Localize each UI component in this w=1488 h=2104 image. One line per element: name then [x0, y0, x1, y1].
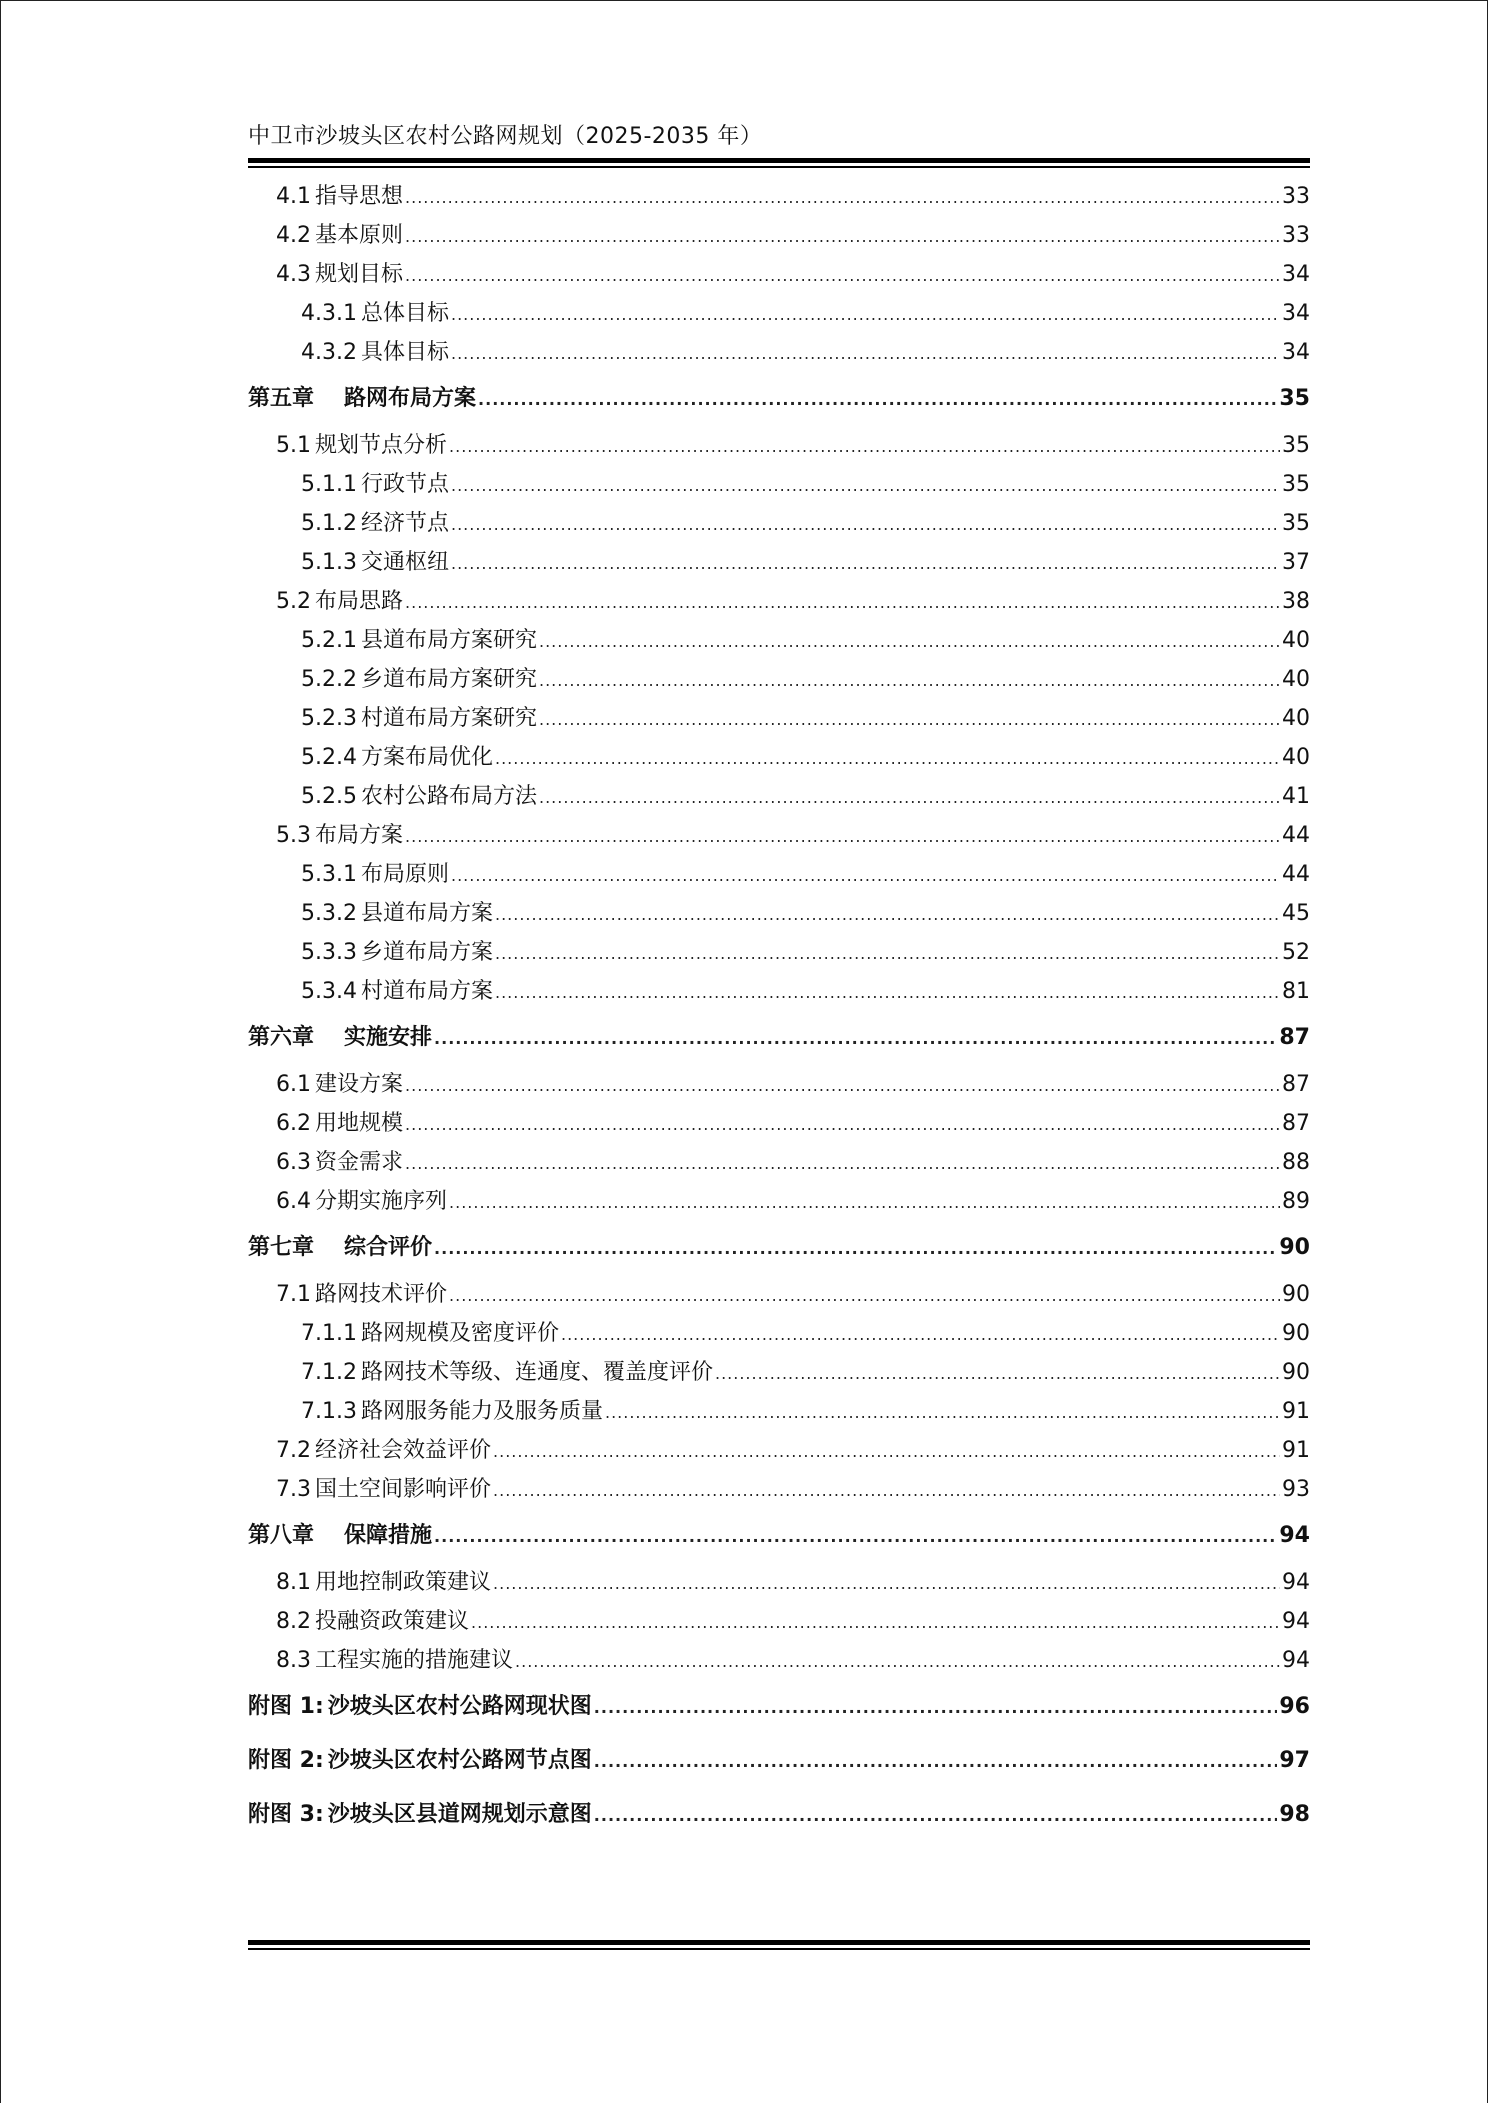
toc-page-number: 40: [1282, 745, 1310, 770]
toc-entry[interactable]: [248, 1182, 1310, 1221]
toc-page-number: 87: [1282, 1111, 1310, 1136]
dot-leader: [539, 661, 1280, 700]
dot-leader: [449, 1183, 1280, 1222]
toc-entry-label: [276, 1470, 491, 1509]
toc-entry-label: [276, 816, 403, 855]
toc-chapter-entry[interactable]: [248, 1221, 1310, 1275]
toc-entry-title: 实施安排: [344, 1025, 433, 1050]
toc-entry-title: 路网布局方案: [344, 386, 477, 411]
toc-entry-label: [248, 1011, 432, 1065]
dot-leader: [561, 1315, 1280, 1354]
dot-leader: [451, 295, 1280, 334]
toc-page-number: 44: [1282, 823, 1310, 848]
toc-page-number: 40: [1282, 628, 1310, 653]
toc-entry-number: 6.1: [276, 1072, 311, 1097]
toc-chapter-entry[interactable]: [248, 1509, 1310, 1563]
dot-leader: [471, 1603, 1280, 1642]
dot-leader: [405, 256, 1280, 295]
toc-entry-label: [248, 1734, 592, 1788]
dot-leader: [539, 778, 1280, 817]
toc-entry-label: [276, 1563, 491, 1602]
toc-entry-number: 6.3: [276, 1150, 311, 1175]
toc-entry-label: [276, 1431, 491, 1470]
toc-entry[interactable]: [248, 294, 1310, 333]
toc-entry-title: 布局原则: [360, 862, 449, 887]
dot-leader: [605, 1393, 1280, 1432]
toc-page-number: 34: [1282, 340, 1310, 365]
toc-entry-title: 资金需求: [315, 1150, 404, 1175]
toc-entry[interactable]: [248, 426, 1310, 465]
toc-page-number: 38: [1282, 589, 1310, 614]
toc-entry-number: 8.3: [276, 1648, 311, 1673]
toc-entry-label: [301, 738, 493, 777]
dot-leader: [594, 1735, 1278, 1789]
toc-page-number: 35: [1282, 472, 1310, 497]
toc-page-number: 94: [1282, 1648, 1310, 1673]
toc-entry-title: 路网规模及密度评价: [360, 1321, 559, 1346]
toc-entry[interactable]: [248, 777, 1310, 816]
toc-entry-title: 基本原则: [315, 223, 404, 248]
toc-entry-label: [276, 1065, 403, 1104]
toc-entry-title: 投融资政策建议: [315, 1609, 470, 1634]
toc-entry[interactable]: [248, 255, 1310, 294]
footer-rule-thick: [248, 1940, 1310, 1945]
toc-entry-label: [276, 426, 447, 465]
toc-page-number: 40: [1282, 667, 1310, 692]
header-rule-thin: [248, 166, 1310, 168]
toc-entry-title: 规划节点分析: [315, 433, 448, 458]
dot-leader: [451, 466, 1280, 505]
toc-entry-title: 村道布局方案研究: [360, 706, 537, 731]
toc-entry[interactable]: [248, 1353, 1310, 1392]
toc-entry-label: [301, 1353, 713, 1392]
toc-entry-label: [301, 1392, 603, 1431]
toc-page-number: 90: [1282, 1360, 1310, 1385]
toc-page-number: 35: [1282, 433, 1310, 458]
toc-entry[interactable]: [248, 738, 1310, 777]
toc-entry-label: [301, 699, 537, 738]
toc-entry-label: [276, 1275, 447, 1314]
toc-entry[interactable]: [248, 333, 1310, 372]
toc-entry-number: 第五章: [248, 386, 315, 411]
toc-entry-number: 5.2.2: [301, 667, 357, 692]
toc-entry-label: [301, 894, 493, 933]
toc-entry-label: [276, 1104, 403, 1143]
toc-page-number: 34: [1282, 262, 1310, 287]
dot-leader: [449, 1276, 1280, 1315]
toc-entry-title: 指导思想: [315, 184, 404, 209]
toc-entry-number: 5.2.5: [301, 784, 357, 809]
toc-entry-label: [301, 1314, 559, 1353]
toc-entry-title: 县道布局方案: [360, 901, 493, 926]
toc-entry[interactable]: [248, 1641, 1310, 1680]
dot-leader: [434, 1222, 1277, 1276]
toc-entry[interactable]: [248, 1563, 1310, 1602]
toc-entry[interactable]: [248, 1065, 1310, 1104]
toc-page-number: 45: [1282, 901, 1310, 926]
header-rule-thick: [248, 158, 1310, 163]
toc-entry[interactable]: [248, 1104, 1310, 1143]
toc-entry-title: 路网服务能力及服务质量: [360, 1399, 603, 1424]
toc-page-number: 35: [1282, 511, 1310, 536]
footer-rule-thin: [248, 1948, 1310, 1950]
toc-entry-title: 经济社会效益评价: [315, 1438, 492, 1463]
toc-entry-title: 规划目标: [315, 262, 404, 287]
toc-entry-title: 经济节点: [360, 511, 449, 536]
toc-entry-title: 行政节点: [360, 472, 449, 497]
dot-leader: [493, 1471, 1280, 1510]
dot-leader: [493, 1432, 1280, 1471]
toc-entry-number: 附图 2:: [248, 1748, 324, 1773]
toc-entry-title: 村道布局方案: [360, 979, 493, 1004]
dot-leader: [539, 700, 1280, 739]
toc-entry-title: 总体目标: [360, 301, 449, 326]
toc-page-number: 96: [1279, 1694, 1310, 1719]
toc-entry-number: 4.3.2: [301, 340, 357, 365]
dot-leader: [405, 1105, 1280, 1144]
toc-entry-title: 县道布局方案研究: [360, 628, 537, 653]
dot-leader: [478, 373, 1277, 427]
toc-entry-title: 建设方案: [315, 1072, 404, 1097]
toc-page-number: 98: [1279, 1802, 1310, 1827]
dot-leader: [495, 739, 1280, 778]
toc-entry[interactable]: [248, 894, 1310, 933]
dot-leader: [495, 973, 1280, 1012]
toc-chapter-entry[interactable]: [248, 1680, 1310, 1734]
toc-entry-title: 方案布局优化: [360, 745, 493, 770]
toc-entry-number: 7.1.3: [301, 1399, 357, 1424]
toc-entry-number: 5.2.1: [301, 628, 357, 653]
toc-entry[interactable]: [248, 1143, 1310, 1182]
toc-entry-title: 农村公路布局方法: [360, 784, 537, 809]
toc-page-number: 34: [1282, 301, 1310, 326]
toc-page-number: 93: [1282, 1477, 1310, 1502]
toc-entry-number: 附图 1:: [248, 1694, 324, 1719]
toc-entry-number: 5.3.1: [301, 862, 357, 887]
toc-page-number: 44: [1282, 862, 1310, 887]
toc-entry-label: [276, 177, 403, 216]
toc-page-number: 90: [1282, 1282, 1310, 1307]
toc-entry-label: [301, 777, 537, 816]
toc-page-number: 97: [1279, 1748, 1310, 1773]
toc-chapter-entry[interactable]: [248, 1788, 1310, 1842]
toc-entry[interactable]: [248, 543, 1310, 582]
toc-entry-title: 乡道布局方案: [360, 940, 493, 965]
toc-entry-number: 5.2.3: [301, 706, 357, 731]
toc-entry-number: 5.1.2: [301, 511, 357, 536]
toc-page-number: 91: [1282, 1399, 1310, 1424]
toc-page-number: 94: [1282, 1570, 1310, 1595]
running-header: 中卫市沙坡头区农村公路网规划（2025-2035 年）: [248, 124, 763, 149]
toc-page-number: 40: [1282, 706, 1310, 731]
toc-entry[interactable]: [248, 933, 1310, 972]
toc-entry-label: [248, 1509, 432, 1563]
toc-chapter-entry[interactable]: [248, 1011, 1310, 1065]
dot-leader: [405, 583, 1280, 622]
toc-entry-label: [301, 333, 449, 372]
toc-entry-number: 4.3: [276, 262, 311, 287]
toc-page-number: 52: [1282, 940, 1310, 965]
toc-entry-label: [276, 1602, 469, 1641]
toc-entry-label: [301, 543, 449, 582]
toc-entry-label: [276, 255, 403, 294]
toc-entry-label: [248, 1680, 592, 1734]
toc-entry-number: 5.3.2: [301, 901, 357, 926]
dot-leader: [405, 817, 1280, 856]
toc-entry-number: 5.3.3: [301, 940, 357, 965]
toc-entry[interactable]: [248, 216, 1310, 255]
toc-entry-label: [276, 1641, 513, 1680]
toc-entry-number: 4.3.1: [301, 301, 357, 326]
toc-entry[interactable]: [248, 972, 1310, 1011]
dot-leader: [594, 1681, 1278, 1735]
toc-entry-label: [301, 465, 449, 504]
toc-entry[interactable]: [248, 1275, 1310, 1314]
toc-entry-number: 4.1: [276, 184, 311, 209]
toc-entry-label: [301, 933, 493, 972]
toc-entry[interactable]: [248, 465, 1310, 504]
toc-entry-title: 用地控制政策建议: [315, 1570, 492, 1595]
toc-page-number: 33: [1282, 184, 1310, 209]
dot-leader: [405, 217, 1280, 256]
toc-entry-label: [276, 216, 403, 255]
toc-entry-number: 7.3: [276, 1477, 311, 1502]
toc-entry-number: 6.4: [276, 1189, 311, 1214]
toc-entry-number: 7.1: [276, 1282, 311, 1307]
toc-page-number: 87: [1282, 1072, 1310, 1097]
toc-entry-number: 5.3.4: [301, 979, 357, 1004]
toc-entry-title: 布局方案: [315, 823, 404, 848]
toc-page-number: 81: [1282, 979, 1310, 1004]
dot-leader: [449, 427, 1280, 466]
toc-entry[interactable]: [248, 1314, 1310, 1353]
toc-entry-title: 布局思路: [315, 589, 404, 614]
toc-entry[interactable]: [248, 504, 1310, 543]
toc-entry-title: 用地规模: [315, 1111, 404, 1136]
toc-entry-number: 5.1.3: [301, 550, 357, 575]
toc-entry-number: 7.1.1: [301, 1321, 357, 1346]
toc-entry[interactable]: [248, 816, 1310, 855]
toc-entry-number: 5.2.4: [301, 745, 357, 770]
toc-entry-number: 附图 3:: [248, 1802, 324, 1827]
toc-page-number: 37: [1282, 550, 1310, 575]
toc-entry-title: 沙坡头区县道网规划示意图: [327, 1802, 592, 1827]
toc-entry-label: [301, 504, 449, 543]
toc-entry-number: 5.3: [276, 823, 311, 848]
dot-leader: [451, 856, 1280, 895]
toc-page-number: 87: [1279, 1025, 1310, 1050]
toc-entry-title: 保障措施: [344, 1523, 433, 1548]
toc-chapter-entry[interactable]: [248, 1734, 1310, 1788]
toc-entry-title: 具体目标: [360, 340, 449, 365]
toc-chapter-entry[interactable]: [248, 372, 1310, 426]
toc-entry-number: 5.1: [276, 433, 311, 458]
toc-entry-title: 综合评价: [344, 1235, 433, 1260]
toc-entry-label: [301, 855, 449, 894]
toc-entry[interactable]: [248, 855, 1310, 894]
toc-entry[interactable]: [248, 1431, 1310, 1470]
toc-entry-label: [301, 294, 449, 333]
toc-page-number: 94: [1279, 1523, 1310, 1548]
toc-entry-number: 8.2: [276, 1609, 311, 1634]
toc-page-number: 88: [1282, 1150, 1310, 1175]
dot-leader: [515, 1642, 1280, 1681]
toc-entry-label: [301, 621, 537, 660]
toc-entry-title: 路网技术等级、连通度、覆盖度评价: [360, 1360, 713, 1385]
toc-entry-label: [248, 1221, 432, 1275]
toc-entry-number: 5.2: [276, 589, 311, 614]
toc-entry-title: 路网技术评价: [315, 1282, 448, 1307]
toc-entry-label: [301, 660, 537, 699]
toc-page-number: 35: [1279, 386, 1310, 411]
dot-leader: [594, 1789, 1278, 1843]
toc-entry[interactable]: [248, 660, 1310, 699]
toc-entry-label: [248, 372, 476, 426]
toc-entry-label: [276, 1143, 403, 1182]
toc-entry-number: 7.2: [276, 1438, 311, 1463]
toc-page-number: 90: [1279, 1235, 1310, 1260]
toc-entry[interactable]: [248, 582, 1310, 621]
toc-entry-number: 第六章: [248, 1025, 315, 1050]
toc-entry-label: [248, 1788, 592, 1842]
toc-entry-title: 分期实施序列: [315, 1189, 448, 1214]
dot-leader: [451, 544, 1280, 583]
dot-leader: [405, 1066, 1280, 1105]
toc-entry-number: 7.1.2: [301, 1360, 357, 1385]
toc-entry[interactable]: [248, 1392, 1310, 1431]
dot-leader: [495, 934, 1280, 973]
toc-entry-number: 6.2: [276, 1111, 311, 1136]
toc-entry[interactable]: [248, 177, 1310, 216]
toc-page-number: 90: [1282, 1321, 1310, 1346]
toc-page-number: 41: [1282, 784, 1310, 809]
dot-leader: [434, 1510, 1277, 1564]
dot-leader: [451, 334, 1280, 373]
toc-entry-title: 工程实施的措施建议: [315, 1648, 514, 1673]
toc-entry-title: 交通枢纽: [360, 550, 449, 575]
toc-entry-label: [276, 1182, 447, 1221]
dot-leader: [405, 1144, 1280, 1183]
toc-page-number: 94: [1282, 1609, 1310, 1634]
dot-leader: [451, 505, 1280, 544]
toc-entry-label: [276, 582, 403, 621]
dot-leader: [495, 895, 1280, 934]
toc-entry-title: 国土空间影响评价: [315, 1477, 492, 1502]
toc-entry-number: 5.1.1: [301, 472, 357, 497]
toc-page-number: 33: [1282, 223, 1310, 248]
dot-leader: [405, 178, 1280, 217]
toc-entry[interactable]: [248, 1470, 1310, 1509]
dot-leader: [539, 622, 1280, 661]
toc-entry-title: 沙坡头区农村公路网现状图: [327, 1694, 592, 1719]
toc-entry-number: 8.1: [276, 1570, 311, 1595]
toc-entry-label: [301, 972, 493, 1011]
toc-entry-number: 第八章: [248, 1523, 315, 1548]
table-of-contents: [248, 177, 1310, 1842]
toc-entry[interactable]: [248, 621, 1310, 660]
toc-entry[interactable]: [248, 1602, 1310, 1641]
dot-leader: [434, 1012, 1277, 1066]
toc-entry-number: 4.2: [276, 223, 311, 248]
toc-entry[interactable]: [248, 699, 1310, 738]
toc-entry-title: 沙坡头区农村公路网节点图: [327, 1748, 592, 1773]
dot-leader: [493, 1564, 1280, 1603]
toc-entry-number: 第七章: [248, 1235, 315, 1260]
toc-page-number: 91: [1282, 1438, 1310, 1463]
toc-entry-title: 乡道布局方案研究: [360, 667, 537, 692]
dot-leader: [715, 1354, 1280, 1393]
toc-page-number: 89: [1282, 1189, 1310, 1214]
